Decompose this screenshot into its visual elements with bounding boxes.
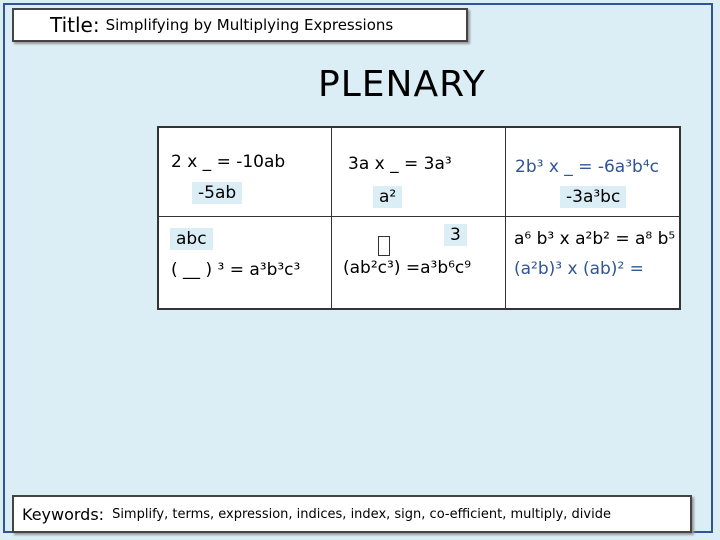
question-r2c2: (ab²c³) =a³b⁶c⁹ bbox=[343, 258, 472, 278]
answer-r2c2: 3 bbox=[444, 224, 467, 246]
title-label: Title: bbox=[50, 13, 100, 37]
question-r1c1: 2 x _ = -10ab bbox=[171, 152, 286, 172]
answer-r1c3: -3a³bc bbox=[560, 186, 626, 208]
missing-glyph-icon bbox=[378, 236, 390, 256]
answer-r1c1: -5ab bbox=[192, 182, 242, 204]
page-title: PLENARY bbox=[318, 64, 486, 105]
question-r2c3-line1: a⁶ b³ x a²b² = a⁸ b⁵ bbox=[514, 229, 676, 249]
answer-r1c2: a² bbox=[373, 186, 402, 208]
question-r1c2: 3a x _ = 3a³ bbox=[348, 154, 452, 174]
title-box bbox=[12, 8, 468, 42]
keywords-label: Keywords: bbox=[22, 504, 105, 524]
grid-divider bbox=[331, 126, 332, 310]
question-r1c3: 2b³ x _ = -6a³b⁴c bbox=[515, 157, 659, 177]
keywords-box bbox=[12, 495, 692, 533]
grid-divider bbox=[157, 216, 681, 217]
keywords-text: Simplify, terms, expression, indices, index, sign, co-efficient, multiply, divide bbox=[112, 506, 611, 522]
answer-r2c1: abc bbox=[170, 228, 213, 250]
question-r2c3-line2: (a²b)³ x (ab)² = bbox=[514, 259, 644, 279]
question-r2c1: ( __ ) ³ = a³b³c³ bbox=[171, 260, 301, 280]
grid-divider bbox=[505, 126, 506, 310]
title-text: Simplifying by Multiplying Expressions bbox=[105, 16, 394, 34]
